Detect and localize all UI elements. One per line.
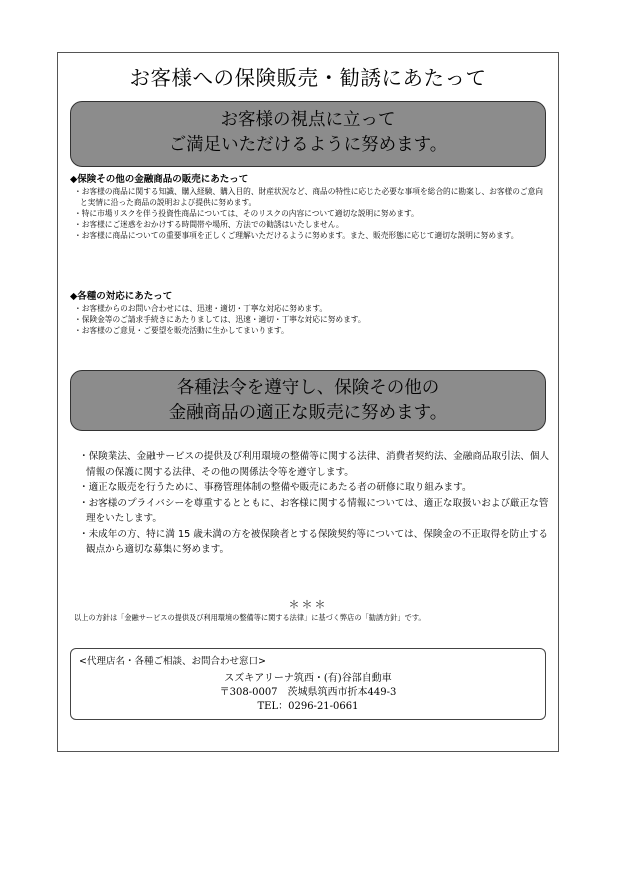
page-title: お客様への保険販売・勧誘にあたって: [129, 66, 487, 90]
section-heading: ◆保険その他の金融商品の販売にあたって: [70, 174, 249, 185]
banner-line: ご満足いただけるように努めます。: [168, 135, 448, 155]
agency-name: スズキアリーナ筑西・(有)谷部自動車: [224, 673, 392, 684]
list-item: ・未成年の方、特に満 15 歳未満の方を被保険者とする保険契約等については、保険金の不正取得を防止する観点から適切な募集に努めます。: [79, 528, 549, 555]
contact-details: [71, 672, 545, 714]
list-item: ・お客様の商品に関する知識、購入経験、購入目的、財産状況など、商品の特性に応じた必要な事項を総合的に勘案し、お客様のご意向と実情に沿った商品の説明および提供に努めます。: [74, 187, 543, 207]
section-heading: ◆各種の対応にあたって: [70, 291, 173, 302]
list-item: ・適正な販売を行うために、事務管理体制の整備や販売にあたる者の研修に取り組みます。: [79, 482, 472, 493]
banner-line: お客様の視点に立って: [220, 110, 396, 130]
section-divider-stars: ＊＊＊: [288, 598, 328, 611]
list-item: ・保険金等のご請求手続きにあたりましては、迅速・適切・丁寧な対応に努めます。: [74, 315, 366, 324]
banner-line: 各種法令を遵守し、保険その他の: [176, 378, 440, 398]
sales-policy-section: [70, 174, 550, 241]
policy-note: 以上の方針は「金融サービスの提供及び利用環境の整備等に関する法律」に基づく弊店の「勧誘方針」です。: [74, 613, 426, 622]
customer-viewpoint-banner: [70, 101, 546, 167]
compliance-list: [70, 449, 550, 558]
agency-phone: TEL：0296-21-0661: [257, 701, 359, 712]
agency-address: 〒308-0007 茨城県筑西市折本449-3: [219, 687, 397, 698]
list-item: ・お客様にご迷惑をおかけする時間帯や場所、方法での勧誘はいたしません。: [74, 220, 344, 229]
list-item: ・お客様に商品についての重要事項を正しくご理解いただけるように努めます。また、販売形態に応じて適切な説明に努めます。: [74, 231, 519, 240]
response-policy-section: [70, 291, 550, 336]
banner-line: 金融商品の適正な販売に努めます。: [168, 403, 448, 423]
list-item: ・お客様のご意見・ご要望を販売活動に生かしてまいります。: [74, 326, 289, 335]
list-item: ・保険業法、金融サービスの提供及び利用環境の整備等に関する法律、消費者契約法、金融商品取引法、個人情報の保護に関する法律、その他の関係法令等を遵守します。: [79, 451, 550, 478]
law-compliance-banner: [70, 370, 546, 431]
list-item: ・特に市場リスクを伴う投資性商品については、そのリスクの内容について適切な説明に努めます。: [74, 209, 419, 218]
list-item: ・お客様からのお問い合わせには、迅速・適切・丁寧な対応に努めます。: [74, 304, 328, 313]
list-item: ・お客様のプライバシーを尊重するとともに、お客様に関する情報については、適正な取扱いおよび厳正な管理をいたします。: [79, 497, 549, 524]
contact-box: [70, 648, 546, 720]
document-frame: [57, 52, 559, 752]
contact-label: <代理店名・各種ご相談、お問合わせ窓口>: [79, 656, 266, 667]
